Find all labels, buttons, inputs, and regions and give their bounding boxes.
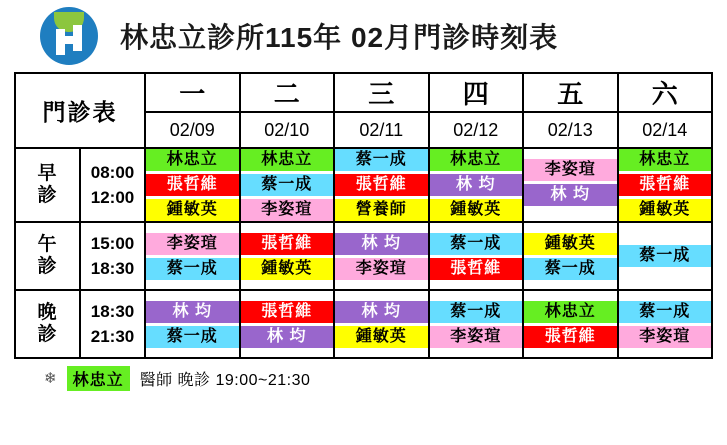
doctor-chip-list [524, 301, 617, 348]
doctor-chip[interactable]: 林 均 [241, 326, 334, 348]
schedule-table [14, 72, 713, 359]
doctor-chip[interactable]: 林 均 [146, 301, 239, 323]
column-header-dow: 一 [145, 73, 240, 112]
schedule-cell[interactable] [240, 148, 335, 222]
schedule-cell[interactable] [334, 148, 429, 222]
doctor-chip[interactable]: 李姿瑄 [430, 326, 523, 348]
doctor-chip-list [430, 301, 523, 348]
schedule-cell[interactable] [523, 148, 618, 222]
session-label-line2: 診 [37, 256, 58, 277]
schedule-cell[interactable] [429, 222, 524, 290]
table-row [15, 148, 712, 222]
column-header-dow: 五 [523, 73, 618, 112]
column-header-date: 02/12 [429, 112, 524, 148]
doctor-chip[interactable]: 鍾敏英 [335, 326, 428, 348]
doctor-chip[interactable]: 鍾敏英 [430, 199, 523, 221]
column-header-date: 02/10 [240, 112, 335, 148]
doctor-chip[interactable]: 林 均 [524, 184, 617, 206]
doctor-chip[interactable]: 張哲維 [524, 326, 617, 348]
session-label-line1: 早 [37, 163, 58, 185]
doctor-chip-list [146, 233, 239, 280]
schedule-cell[interactable] [334, 290, 429, 358]
table-row [15, 222, 712, 290]
column-header-date: 02/09 [145, 112, 240, 148]
doctor-chip[interactable]: 林 均 [335, 233, 428, 255]
doctor-chip[interactable]: 張哲維 [430, 258, 523, 280]
session-time-end: 21:30 [90, 327, 135, 346]
doctor-chip-list [241, 301, 334, 348]
session-label-line1: 晚 [37, 302, 58, 324]
column-header-dow: 三 [334, 73, 429, 112]
session-time-start: 18:30 [90, 301, 135, 321]
doctor-chip[interactable]: 鍾敏英 [241, 258, 334, 280]
flower-bullet-icon: ❄ [44, 370, 57, 387]
doctor-chip-list [524, 233, 617, 280]
doctor-chip[interactable]: 蔡一成 [241, 174, 334, 196]
doctor-chip[interactable]: 蔡一成 [524, 258, 617, 280]
page-header [0, 0, 727, 72]
doctor-chip[interactable]: 李姿瑄 [241, 199, 334, 221]
schedule-cell[interactable] [240, 290, 335, 358]
column-header-dow: 四 [429, 73, 524, 112]
column-header-date: 02/13 [523, 112, 618, 148]
doctor-chip[interactable]: 張哲維 [241, 233, 334, 255]
doctor-chip[interactable]: 林 均 [430, 174, 523, 196]
doctor-chip[interactable]: 林忠立 [241, 149, 334, 171]
doctor-chip[interactable]: 鍾敏英 [146, 199, 239, 221]
doctor-chip-list [146, 301, 239, 348]
session-label-line2: 診 [37, 324, 58, 345]
doctor-chip-list [524, 159, 617, 211]
schedule-cell[interactable] [618, 222, 713, 290]
session-time-range [80, 290, 145, 358]
session-time-end: 12:00 [90, 188, 135, 207]
footer-doctor-name: 林忠立 [67, 366, 130, 391]
session-time-end: 18:30 [90, 259, 135, 278]
session-time-start: 15:00 [90, 233, 135, 253]
doctor-chip-list [335, 301, 428, 348]
doctor-chip[interactable]: 林忠立 [430, 149, 523, 171]
session-time-range [80, 222, 145, 290]
doctor-chip[interactable]: 張哲維 [146, 174, 239, 196]
doctor-chip-list [619, 149, 712, 221]
table-header-row-dow [15, 73, 712, 112]
schedule-cell[interactable] [429, 290, 524, 358]
doctor-chip[interactable]: 鍾敏英 [524, 233, 617, 255]
session-label [15, 222, 80, 290]
doctor-chip[interactable]: 蔡一成 [619, 301, 712, 323]
doctor-chip-list [619, 301, 712, 348]
table-row [15, 290, 712, 358]
column-header-dow: 六 [618, 73, 713, 112]
session-label-line2: 診 [37, 185, 58, 206]
doctor-chip[interactable]: 張哲維 [619, 174, 712, 196]
schedule-cell[interactable] [240, 222, 335, 290]
session-label [15, 290, 80, 358]
schedule-table-wrapper [0, 72, 727, 359]
doctor-chip-list [335, 233, 428, 280]
schedule-cell[interactable] [145, 148, 240, 222]
schedule-cell[interactable] [523, 222, 618, 290]
doctor-chip-list [241, 233, 334, 280]
column-header-dow: 二 [240, 73, 335, 112]
doctor-chip[interactable]: 蔡一成 [430, 301, 523, 323]
schedule-cell[interactable] [334, 222, 429, 290]
doctor-chip[interactable]: 蔡一成 [146, 326, 239, 348]
session-label-line1: 午 [37, 234, 58, 256]
doctor-chip-list [430, 233, 523, 280]
doctor-chip[interactable]: 李姿瑄 [146, 233, 239, 255]
doctor-chip[interactable]: 蔡一成 [619, 245, 712, 267]
column-header-date: 02/14 [618, 112, 713, 148]
doctor-chip[interactable]: 李姿瑄 [335, 258, 428, 280]
doctor-chip[interactable]: 營養師 [335, 199, 428, 221]
doctor-chip-list [335, 149, 428, 221]
doctor-chip[interactable]: 蔡一成 [335, 149, 428, 171]
schedule-cell[interactable] [429, 148, 524, 222]
doctor-chip[interactable]: 林 均 [335, 301, 428, 323]
footer-note-text: 醫師 晚診 19:00~21:30 [139, 371, 311, 389]
doctor-chip-list [146, 149, 239, 221]
doctor-chip-list [241, 149, 334, 221]
doctor-chip-list [430, 149, 523, 221]
column-header-date: 02/11 [334, 112, 429, 148]
doctor-chip[interactable]: 蔡一成 [430, 233, 523, 255]
doctor-chip-list [619, 245, 712, 267]
doctor-chip[interactable]: 林忠立 [619, 149, 712, 171]
doctor-chip[interactable]: 林忠立 [524, 301, 617, 323]
session-time-start: 08:00 [90, 162, 135, 182]
doctor-chip[interactable]: 林忠立 [146, 149, 239, 171]
schedule-cell[interactable] [618, 148, 713, 222]
page-title: 林忠立診所115年 02月門診時刻表 [120, 22, 559, 53]
doctor-chip[interactable]: 張哲維 [241, 301, 334, 323]
clinic-logo-icon [40, 7, 98, 65]
doctor-chip[interactable]: 李姿瑄 [524, 159, 617, 181]
session-label [15, 148, 80, 222]
doctor-chip[interactable]: 蔡一成 [146, 258, 239, 280]
footer-note [0, 359, 727, 397]
table-corner-label: 門診表 [15, 73, 145, 148]
schedule-cell[interactable] [618, 290, 713, 358]
doctor-chip-empty [524, 209, 617, 211]
doctor-chip[interactable]: 李姿瑄 [619, 326, 712, 348]
doctor-chip[interactable]: 張哲維 [335, 174, 428, 196]
doctor-chip[interactable]: 鍾敏英 [619, 199, 712, 221]
schedule-cell[interactable] [145, 290, 240, 358]
session-time-range [80, 148, 145, 222]
schedule-cell[interactable] [523, 290, 618, 358]
schedule-cell[interactable] [145, 222, 240, 290]
